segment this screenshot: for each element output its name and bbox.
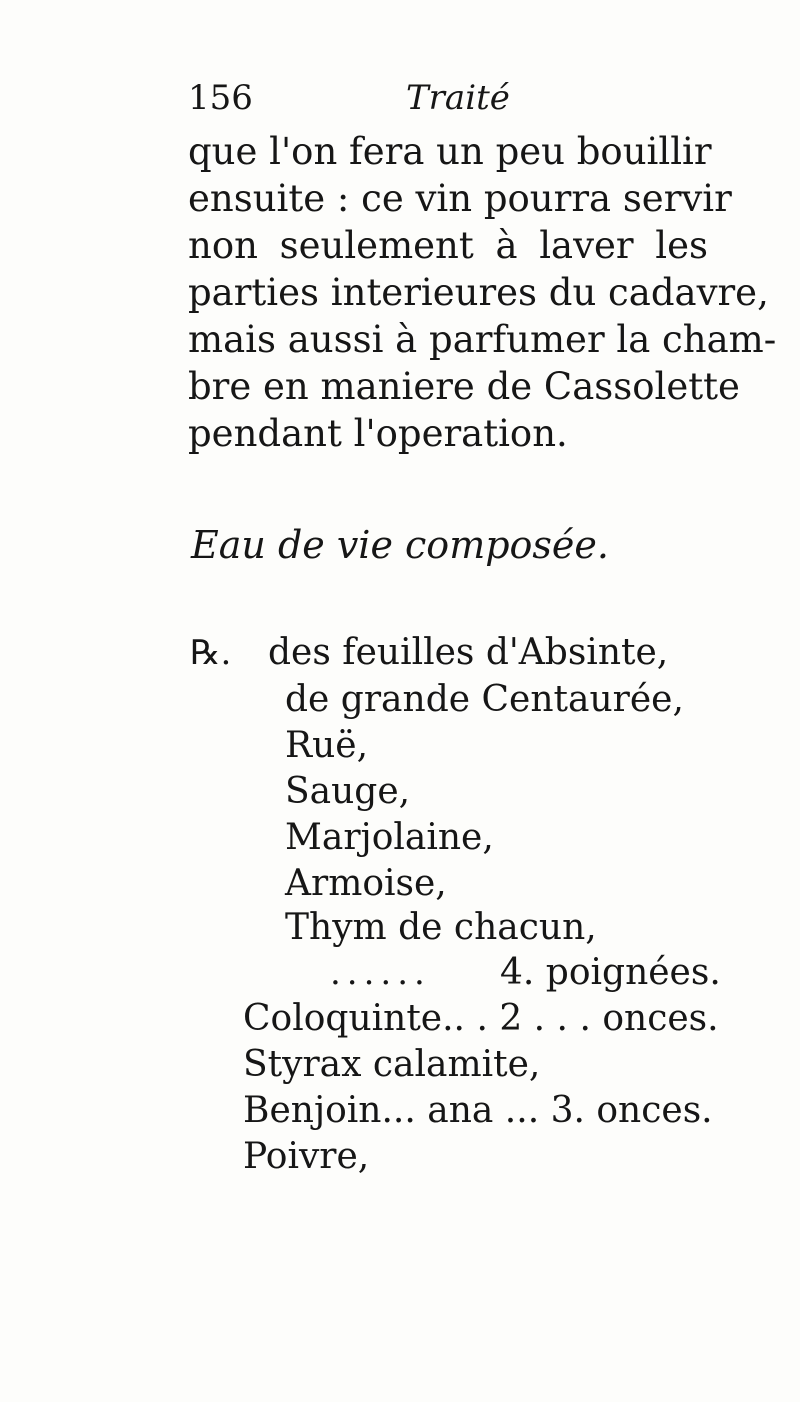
body-line: ensuite : ce vin pourra servir: [188, 177, 732, 220]
recipe-line: de grande Centaurée,: [285, 679, 684, 720]
running-title: Traité: [406, 78, 510, 118]
section-title: Eau de vie composée.: [191, 523, 609, 567]
body-line: bre en maniere de Cassolette: [188, 365, 740, 408]
recipe-line: Ruë,: [285, 725, 369, 766]
page-number: 156: [188, 78, 253, 118]
recipe-sign: ℞.: [190, 633, 232, 673]
recipe-line: Marjolaine,: [285, 817, 494, 858]
recipe-line: Thym de chacun,: [285, 907, 597, 948]
recipe-line: Poivre,: [243, 1136, 370, 1177]
recipe-line: Benjoin... ana ... 3. onces.: [243, 1090, 713, 1131]
recipe-line: Sauge,: [285, 771, 411, 812]
recipe-line: Styrax calamite,: [243, 1044, 541, 1085]
recipe-line: des feuilles d'Absinte,: [268, 632, 669, 673]
recipe-quantity: 4. poignées.: [500, 952, 721, 993]
recipe-line: Coloquinte.. . 2 . . . onces.: [243, 998, 719, 1039]
body-line: parties interieures du cadavre,: [188, 271, 769, 314]
body-line: pendant l'operation.: [188, 412, 568, 455]
page-header: [188, 78, 708, 128]
body-line: non seulement à laver les: [188, 224, 708, 267]
body-line: mais aussi à parfumer la cham-: [188, 318, 777, 361]
recipe-line: Armoise,: [285, 863, 447, 904]
body-line: que l'on fera un peu bouillir: [188, 130, 712, 173]
leader-dots: ......: [330, 953, 431, 993]
